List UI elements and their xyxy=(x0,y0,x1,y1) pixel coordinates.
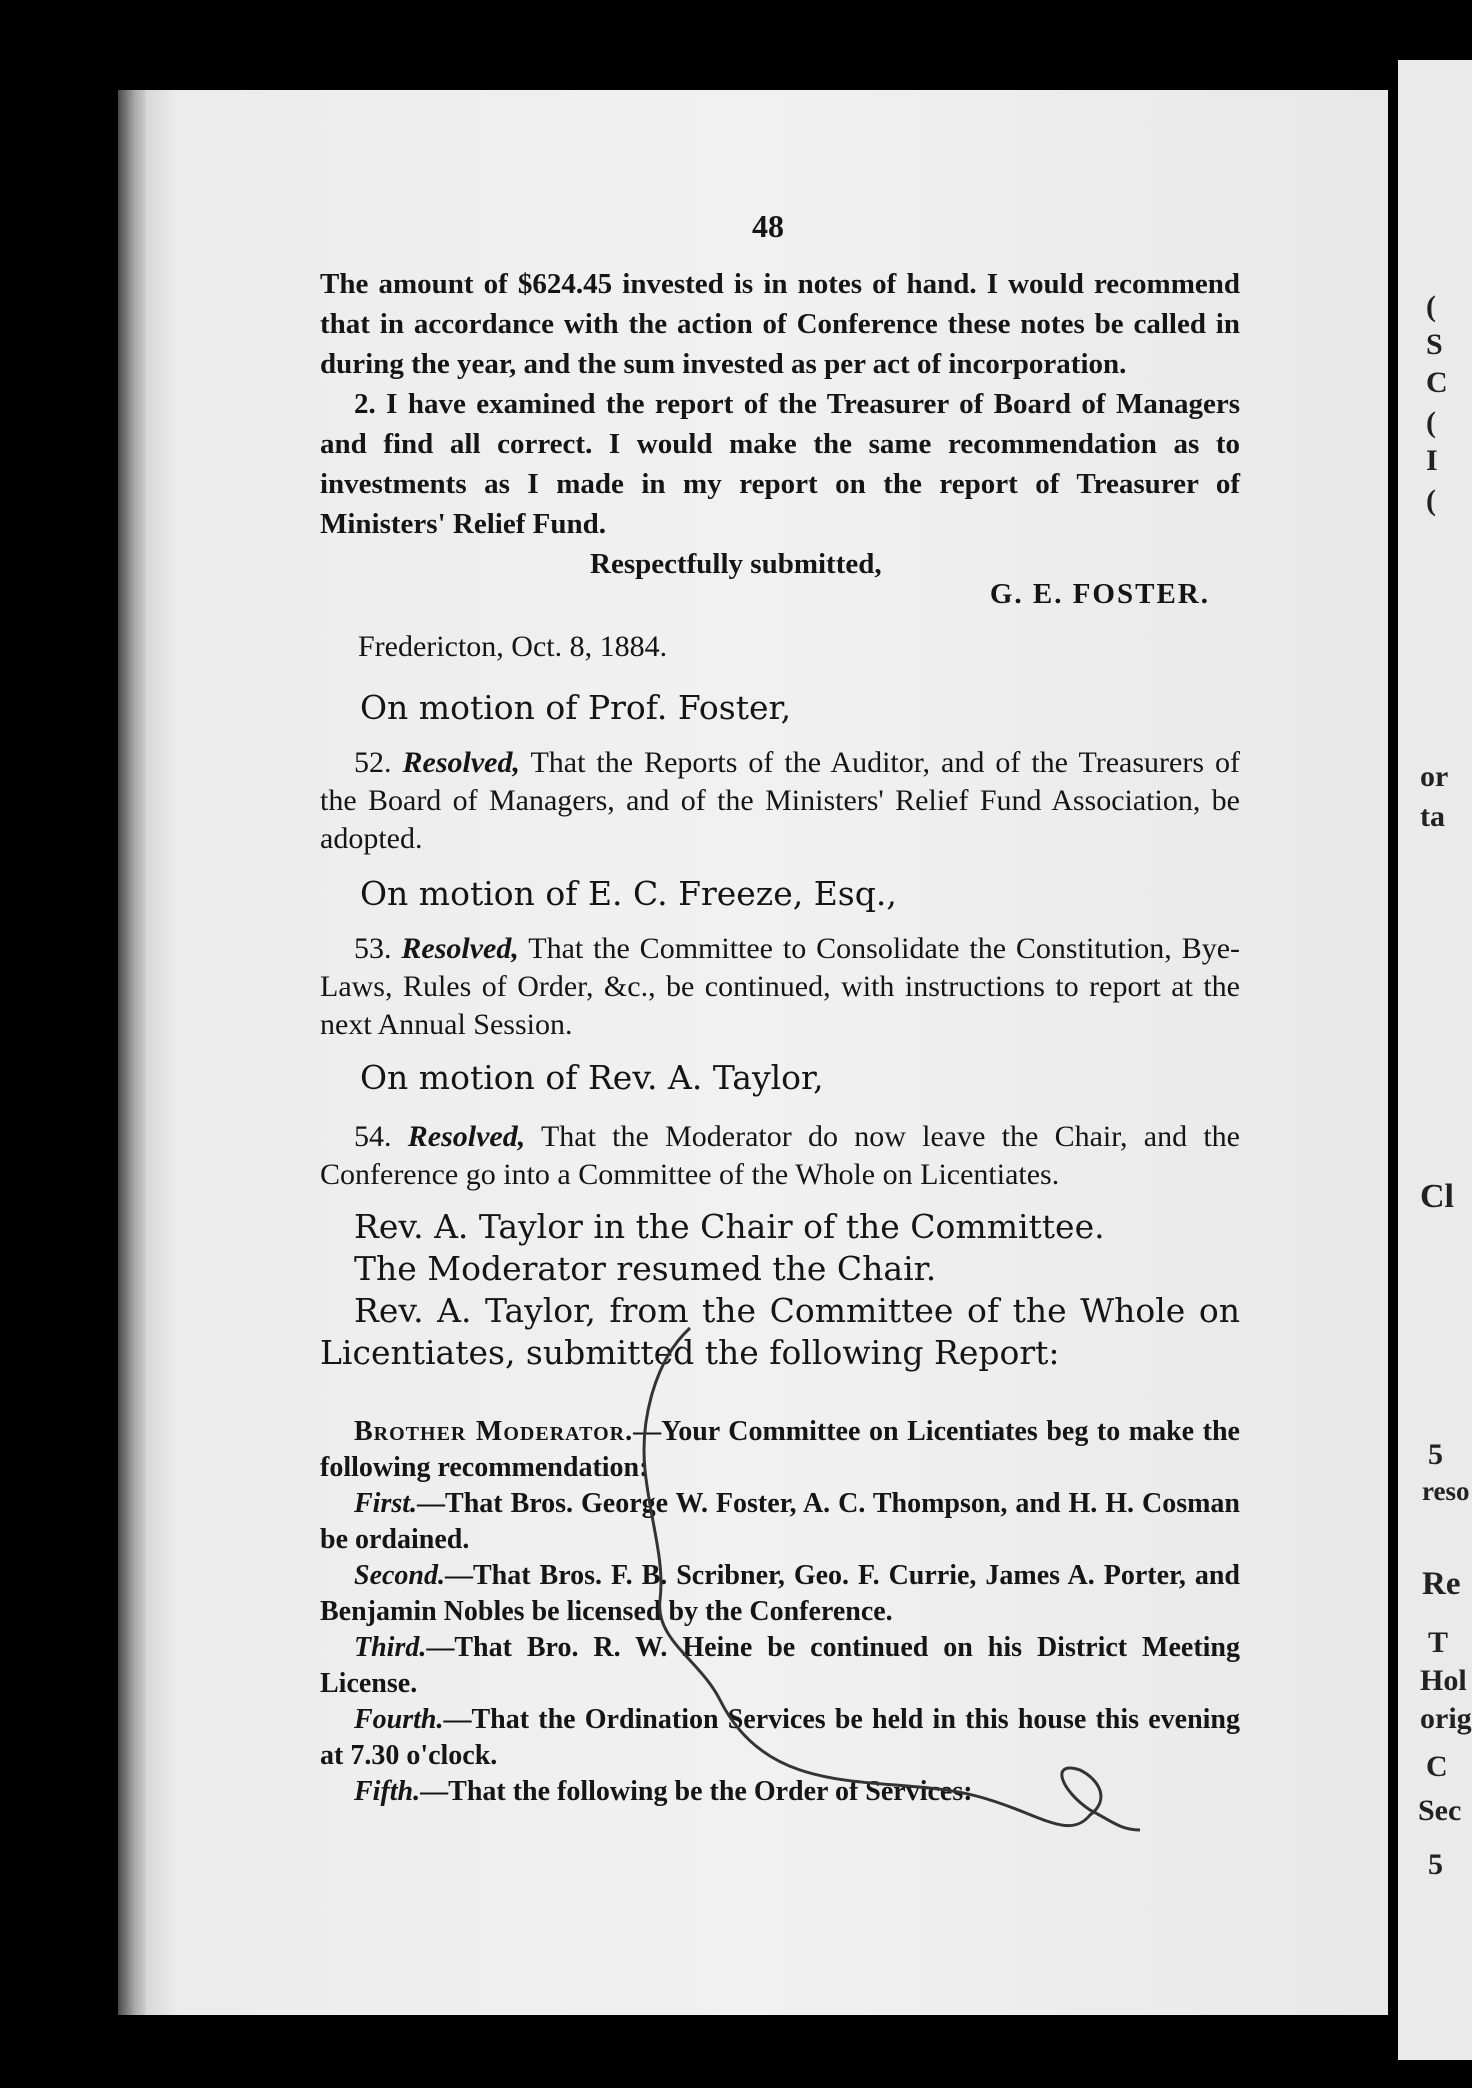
resolution-text: That the Moderator do now leave the Chair, and the Conference go into a Committee of the Whole on Licentiates. xyxy=(320,1120,1241,1191)
report-item xyxy=(320,1558,1240,1630)
item-label: Third. xyxy=(354,1632,427,1663)
motion-taylor: On motion of Rev. A. Taylor, xyxy=(360,1058,824,1097)
item-text: —That Bros. F. B. Scribner, Geo. F. Currie, James A. Porter, and Benjamin Nobles be licensed by the Conference. xyxy=(320,1560,1240,1627)
resolution-number: 52. xyxy=(354,746,392,779)
resolution-number: 53. xyxy=(354,932,392,965)
item-label: Fifth. xyxy=(354,1776,421,1807)
item-label: First. xyxy=(354,1488,418,1519)
item-label: Second. xyxy=(354,1560,445,1591)
report-item xyxy=(320,1630,1240,1702)
edge-fragment: reso xyxy=(1422,1476,1470,1506)
top-section xyxy=(320,264,1240,610)
page-number: 48 xyxy=(752,208,784,244)
motion-freeze: On motion of E. C. Freeze, Esq., xyxy=(360,874,897,913)
line-chair: Rev. A. Taylor in the Chair of the Committee. xyxy=(354,1207,1105,1246)
edge-fragment: C xyxy=(1426,366,1448,399)
adjacent-page-edge xyxy=(1398,60,1472,2060)
edge-fragment: ta xyxy=(1420,800,1445,833)
paragraph-amount: The amount of $624.45 invested is in notes of hand. I would recommend that in accordance with the action of Conference these notes be called in during the year, and the sum invested as per act of incorporation. xyxy=(320,268,1240,380)
report-salutation: Brother Moderator. xyxy=(354,1416,634,1447)
licentiates-report xyxy=(320,1414,1240,1810)
edge-fragment: I xyxy=(1426,444,1438,477)
resolution-text: That the Reports of the Auditor, and of the Treasurers of the Board of Managers, and of the Ministers' Relief Fund Association, be adopted. xyxy=(320,746,1240,855)
edge-fragment: orig xyxy=(1420,1702,1472,1735)
resolution-52 xyxy=(320,744,1240,858)
item-text: —That the Ordination Services be held in this house this evening at 7.30 o'clock. xyxy=(320,1704,1240,1771)
line-resumed: The Moderator resumed the Chair. xyxy=(354,1249,937,1288)
report-intro: —Your Committee on Licentiates beg to make the following recommendation: xyxy=(320,1416,1240,1483)
resolution-text: That the Committee to Consolidate the Constitution, Bye-Laws, Rules of Order, &c., be continued, with instructions to report at the next Annual Session. xyxy=(320,932,1241,1041)
place-date: Fredericton, Oct. 8, 1884. xyxy=(358,630,668,663)
edge-fragment: Sec xyxy=(1418,1794,1462,1827)
motion-foster: On motion of Prof. Foster, xyxy=(360,688,792,727)
line-report: Rev. A. Taylor, from the Committee of the Whole on Licentiates, submitted the following Report: xyxy=(320,1291,1240,1372)
edge-fragment: Cl xyxy=(1420,1178,1454,1215)
committee-lines xyxy=(320,1206,1240,1374)
item-text: —That Bro. R. W. Heine be continued on his District Meeting License. xyxy=(320,1632,1240,1699)
signature-block xyxy=(320,544,1240,610)
paragraph-examined: 2. I have examined the report of the Treasurer of Board of Managers and find all correct. I would make the same recommendation as to investments as I made in my report on the report of Treasurer of Ministers' Relief Fund. xyxy=(320,388,1240,540)
edge-fragment: ( xyxy=(1426,406,1436,439)
resolution-53 xyxy=(320,930,1240,1044)
edge-fragment: ( xyxy=(1426,484,1436,517)
edge-fragment: 5 xyxy=(1428,1438,1443,1471)
resolution-54 xyxy=(320,1118,1240,1194)
edge-fragment: 5 xyxy=(1428,1848,1443,1881)
edge-fragment: ( xyxy=(1426,290,1436,323)
edge-fragment: S xyxy=(1426,328,1443,361)
item-label: Fourth. xyxy=(354,1704,444,1735)
edge-fragment: Hol xyxy=(1420,1664,1467,1697)
item-text: —That the following be the Order of Services: xyxy=(420,1776,973,1807)
report-item xyxy=(320,1702,1240,1774)
resolved-word: Resolved, xyxy=(407,1120,526,1153)
signature-name: G. E. FOSTER. xyxy=(989,578,1210,610)
resolved-word: Resolved, xyxy=(402,746,520,779)
resolution-number: 54. xyxy=(354,1120,392,1153)
item-text: —That Bros. George W. Foster, A. C. Thompson, and H. H. Cosman be ordained. xyxy=(320,1488,1240,1555)
report-item xyxy=(320,1486,1240,1558)
resolved-word: Resolved, xyxy=(401,932,519,965)
edge-fragment: C xyxy=(1426,1750,1448,1783)
edge-fragment: Re xyxy=(1422,1566,1461,1602)
edge-fragment: T xyxy=(1428,1626,1449,1659)
report-item xyxy=(320,1774,1240,1810)
closing-phrase: Respectfully submitted, xyxy=(590,548,882,580)
edge-fragment: or xyxy=(1420,760,1449,793)
